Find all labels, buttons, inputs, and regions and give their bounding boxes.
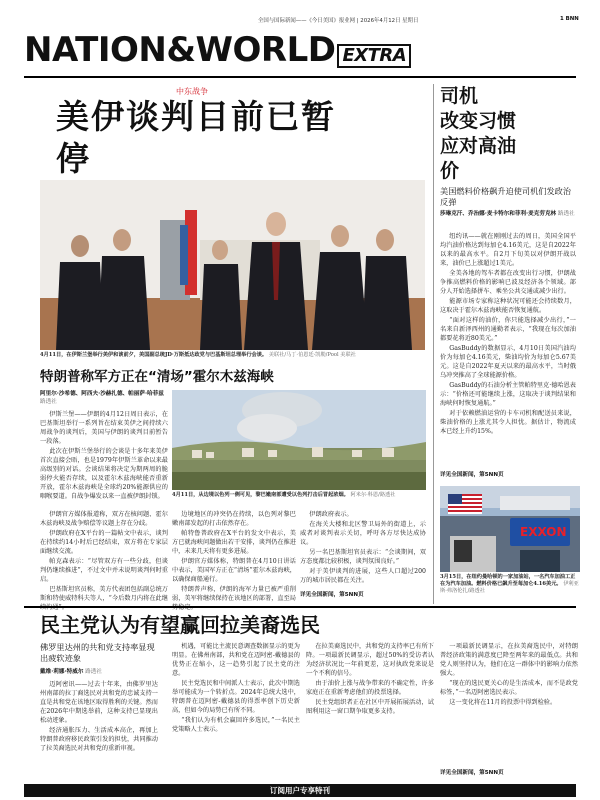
sidebar-headline bbox=[440, 84, 580, 184]
story2-col1b-p4: 巴基斯坦官员称，美方代表团包括副总统万斯和特使威特科夫等人，“今后数月内将在此继 bbox=[40, 586, 168, 602]
story3-subhead: 佛罗里达州的共和党支持率显现出疲软迹象 bbox=[40, 642, 155, 663]
sidebar-byline-names: 莎琳克汗、乔治娜·麦卡特尔和菲利·麦克劳克林 bbox=[440, 211, 557, 217]
story2-col3-p2: 在海关大楼和北区警卫局外的街道上，示威者对谈判表示关切，呼吁各方尽快达成协议。 bbox=[300, 521, 426, 546]
sidebar-p2: 全美各地的驾车者都在改变出行习惯，伊朗战争推高燃料价格的影响已波及经济各个领域。部分人开始选择拼车、乘坐公共交通或减少出行。 bbox=[440, 270, 576, 295]
story3-col2-p3: “我们认为有机会赢回许多选民，”一名民主党策略人士表示。 bbox=[172, 717, 300, 733]
story3-col3-p3: 民主党组织者正在社区中开展拓展活动，试图利用这一窗口期争取更多支持。 bbox=[306, 699, 434, 715]
story3-col4-p3: 这一变化将在11月的投票中得到检验。 bbox=[449, 699, 557, 706]
story2-photo bbox=[172, 390, 426, 490]
story2-headline: 特朗普称军方正在“清场”霍尔木兹海峡 bbox=[40, 369, 274, 385]
sidebar-headline-l3: 应对高油 bbox=[440, 135, 517, 157]
story3-col3-p1: 在拉美裔选民中，共和党的支持率已有所下降。一项最新民调显示，超过50%的受访者认为经济状况比一年前更差，这对执政党来说是一个不利的信号。 bbox=[306, 643, 434, 677]
sidebar-p7: 对于依赖燃油运营的卡车司机和配送员来说，柴油价格的上涨尤其令人担忧。据估计，物流成本已经上升约15%。 bbox=[440, 410, 576, 435]
story2-col1-p2: 此次在伊斯兰堡举行的会谈是十多年来美伊首次直接会晤，也是1979年伊斯兰革命以来最高级别的对话。会谈结果将决定为期两周的脆弱停火能否存续，以及霍尔木兹海峡能否重新开放，霍尔木兹海峡是全球约20%能源供应的咽喉要道。自战争爆发以来一直被伊朗封锁。 bbox=[40, 448, 168, 500]
story2-caption-text: 4月11日，从边境以色列一侧可见，黎巴嫩南部遭受以色列打击后冒起浓烟。 bbox=[172, 492, 349, 498]
sidebar-p6: GasBuddy的石油分析主管帕特里克·德哈恩表示：“价格还可能继续上涨，这取决于谈判结果和海峡何时恢复通航。” bbox=[440, 382, 576, 407]
story2-col2 bbox=[172, 510, 296, 600]
story2-byline-names: 阿里尔·沙希德、阿西夫·沙赫扎德、帕丽萨·哈菲兹 bbox=[40, 391, 164, 397]
story3-col4-p2: “现在的选民更关心的是生活成本，而不是政党标签，”一名迈阿密选民表示。 bbox=[440, 680, 578, 696]
story2-col2-p2: 帕特鲁普政府在X平台的发文中表示，美方已就海峡问题做出若干安排，谈判仍在推进中，未来几天将有更多进展。 bbox=[172, 530, 296, 555]
lead-headline-line2: 停 bbox=[56, 139, 91, 178]
masthead-tag: EXTRA bbox=[337, 44, 411, 68]
story2-col2-p1: 边境地区的冲突仍在持续，以色列对黎巴嫩南部发起的打击依然存在。 bbox=[172, 511, 296, 527]
story2-col1-p1: 伊斯兰堡——伊朗的4月12日周日表示，在巴基斯坦举行一系列旨在结束美伊之间持续六周战争的谈判后，美国与伊朗的谈判目前暂告一段落。 bbox=[40, 411, 168, 445]
story2-col3-p3: 另一名巴基斯坦官员表示：“会谈期间，双方态度都比较积极，谈判氛围良好。” bbox=[300, 549, 426, 565]
story3-col3-p2: 由于油价上涨与战争带来的不确定性，许多家庭正在重新考虑他们的投票选择。 bbox=[306, 680, 434, 696]
story2-col1b-p3: 帕克森表示：“尽管双方有一些分歧，但谈判仍继续推进”，不过文中并未说明谈判何时重启。 bbox=[40, 558, 168, 583]
lead-photo-caption bbox=[40, 352, 425, 359]
story3-col3 bbox=[306, 642, 434, 780]
sidebar-continued: 详见全国新闻，第5NN页 bbox=[440, 472, 504, 478]
sign-text: EXXON bbox=[520, 525, 567, 539]
sidebar-subhead: 美国燃料价格飙升迫使司机们发政治反弹 bbox=[440, 186, 572, 207]
story3-col1-p1: 迈阿密讯——过去十年来，由佛罗里达州南部的拉丁裔选民对共和党的忠诚支持一直是共和党在该地区取得胜利的关键。然而在2026年中期选举前，这种支持已显现出松动迹象。 bbox=[40, 681, 158, 724]
sidebar-photo bbox=[440, 486, 580, 572]
story3-col4 bbox=[440, 642, 578, 766]
lead-headline-line1: 美伊谈判目前已暂 bbox=[56, 97, 336, 136]
masthead bbox=[24, 32, 411, 68]
story2-photo-scene bbox=[172, 390, 426, 490]
sidebar-byline bbox=[440, 210, 576, 218]
story3-byline-names: 戴维·莉娜·特威尔 bbox=[40, 669, 84, 675]
lead-photo-scene bbox=[40, 180, 425, 350]
sidebar-body bbox=[440, 232, 576, 464]
sidebar-p4: “面对这样的油价，你只能选择减少出行，”一名来自新泽西州的通勤者表示，“我现在每次加油都要花将近80美元。” bbox=[440, 317, 576, 342]
lead-caption-text: 4月11日，在伊斯兰堡举行美伊和谈前夕，美国副总统JD·万斯抵达政党与巴基斯坦总理举行会谈。 bbox=[40, 352, 268, 358]
story3-byline bbox=[40, 668, 158, 676]
story2-col1 bbox=[40, 410, 168, 508]
story2-col3 bbox=[300, 510, 426, 586]
lead-kicker: 中东战争 bbox=[176, 87, 208, 96]
sidebar-photo-caption bbox=[440, 574, 580, 602]
story3-col1 bbox=[40, 680, 158, 780]
story2-photo-caption bbox=[172, 492, 426, 499]
story3-headline: 民主党认为有望赢回拉美裔选民 bbox=[40, 613, 320, 637]
sidebar-headline-l4: 价 bbox=[440, 160, 460, 182]
story2-continued: 详见全国新闻，第5NN页 bbox=[300, 592, 364, 598]
story3-col2-p1: 机遇，可能比主流民意调查数据显示的更为明显。在佛州南部，共和党在迈阿密-戴德县的优势正在缩小，这一趋势引起了民主党的注意。 bbox=[172, 643, 300, 677]
sidebar-photo-credit: 伊利亚斯·弗洛伦扎/路透社 bbox=[440, 581, 579, 594]
story2-col3-p1: 伊朗政府表示。 bbox=[309, 511, 353, 518]
footer-banner-text: 订阅用户专享特刊 bbox=[270, 786, 330, 795]
story2-col1b bbox=[40, 510, 168, 600]
story2-col1b-p1: 伊朗官方媒体报道称，双方在核问题、霍尔木兹海峡及战争赔偿等议题上存在分歧。 bbox=[40, 511, 168, 527]
story3-col1-p2: 经济通胀压力、生活成本高企，再加上特朗普政府移民政策引发的担忧，共同推动了拉美裔选民对共和党的重新审视。 bbox=[40, 727, 158, 752]
us-flag-icon bbox=[448, 494, 482, 514]
section-rule bbox=[24, 606, 576, 608]
story3-col2-p2: 民主党选民和中间派人士表示，此次中期选举可能成为一个转折点。2024年总统大选中，特朗普在迈阿密-戴德县的得票率创下历史新高，但如今的局势已有所不同。 bbox=[172, 680, 300, 714]
lead-photo bbox=[40, 180, 425, 350]
sidebar-headline-l1: 司机 bbox=[440, 85, 479, 107]
story2-byline bbox=[40, 390, 168, 406]
story2-col1b-p2: 伊朗政府在X平台的一篇帖文中表示，谈判在持续约14小时后已经结束，双方将在专家层面继续交流。 bbox=[40, 530, 168, 555]
dateline: 全国与国际新闻——《今日美国》报业网 | 2026年4月12日 星期日 bbox=[258, 18, 419, 24]
sidebar-p5: GasBuddy的数据显示，4月10日美国汽油均价为每加仑4.16美元，柴油均价为每加仑5.67美元。这是自2022年夏天以来的最高水平，当时俄乌冲突推高了全球能源价格。 bbox=[440, 345, 576, 379]
story3-continued: 详见全国新闻，第5NN页 bbox=[440, 770, 504, 776]
sidebar-photo-scene bbox=[440, 486, 580, 572]
sidebar-caption-text: 3月15日，在纽约曼哈顿的一家加油站，一名汽车加油工正在为汽车加油。燃料价格已飙升至每加仑4.16美元。 bbox=[440, 574, 576, 587]
sidebar-headline-l2: 改变习惯 bbox=[440, 110, 517, 132]
story2-col2-p3: 伊朗官方媒体称，特朗普在4月10日讲话中表示，美国军方正在“清场”霍尔木兹海峡，以确保商船通行。 bbox=[172, 558, 296, 583]
sidebar-p1: 纽约讯——就在刚刚过去的周日，美国全国平均汽油价格达到每加仑4.16美元，这是自2022年以来的最高水平。自2月下旬美以对伊朗开战以来，油价已上涨超过1美元。 bbox=[440, 233, 576, 267]
sidebar-divider bbox=[433, 84, 434, 604]
story2-byline-tag: 路透社 bbox=[40, 399, 57, 405]
sidebar-byline-tag: 路透社 bbox=[557, 211, 575, 217]
story2-col2-p4: 特朗普声称，伊朗的海军力量已被严重削弱，美军将继续保持在该地区的部署，直至局 bbox=[172, 586, 296, 602]
story3-col2 bbox=[172, 642, 300, 780]
footer-banner bbox=[24, 784, 576, 797]
story3-col4-p1: 一项最新民调显示，在拉美裔选民中，对特朗普经济政策的满意度已降至两年来的最低点。共和党人则坚持认为，他们在这一群体中的影响力依然强大。 bbox=[440, 643, 578, 677]
masthead-rule bbox=[24, 76, 576, 78]
story3-byline-tag: 路透社 bbox=[85, 669, 102, 675]
lead-photo-credit: 美联社/马丁·伯恩廷·凯勒/Pool 美联社 bbox=[268, 352, 356, 358]
lead-headline bbox=[56, 96, 416, 180]
story2-col3-p4: 对于美伊谈判的进展，这些人口超过200万的城市居民都在关注。 bbox=[300, 568, 426, 584]
page-number: 1 BNN bbox=[560, 16, 579, 22]
masthead-title: NATION&WORLD bbox=[24, 30, 336, 70]
story2-photo-credit: 阿米尔·科恩/路透社 bbox=[350, 492, 396, 498]
sidebar-p3: 能源市场专家称这种状况可能还会持续数月，这取决于霍尔木兹海峡能否恢复通航。 bbox=[440, 298, 576, 314]
